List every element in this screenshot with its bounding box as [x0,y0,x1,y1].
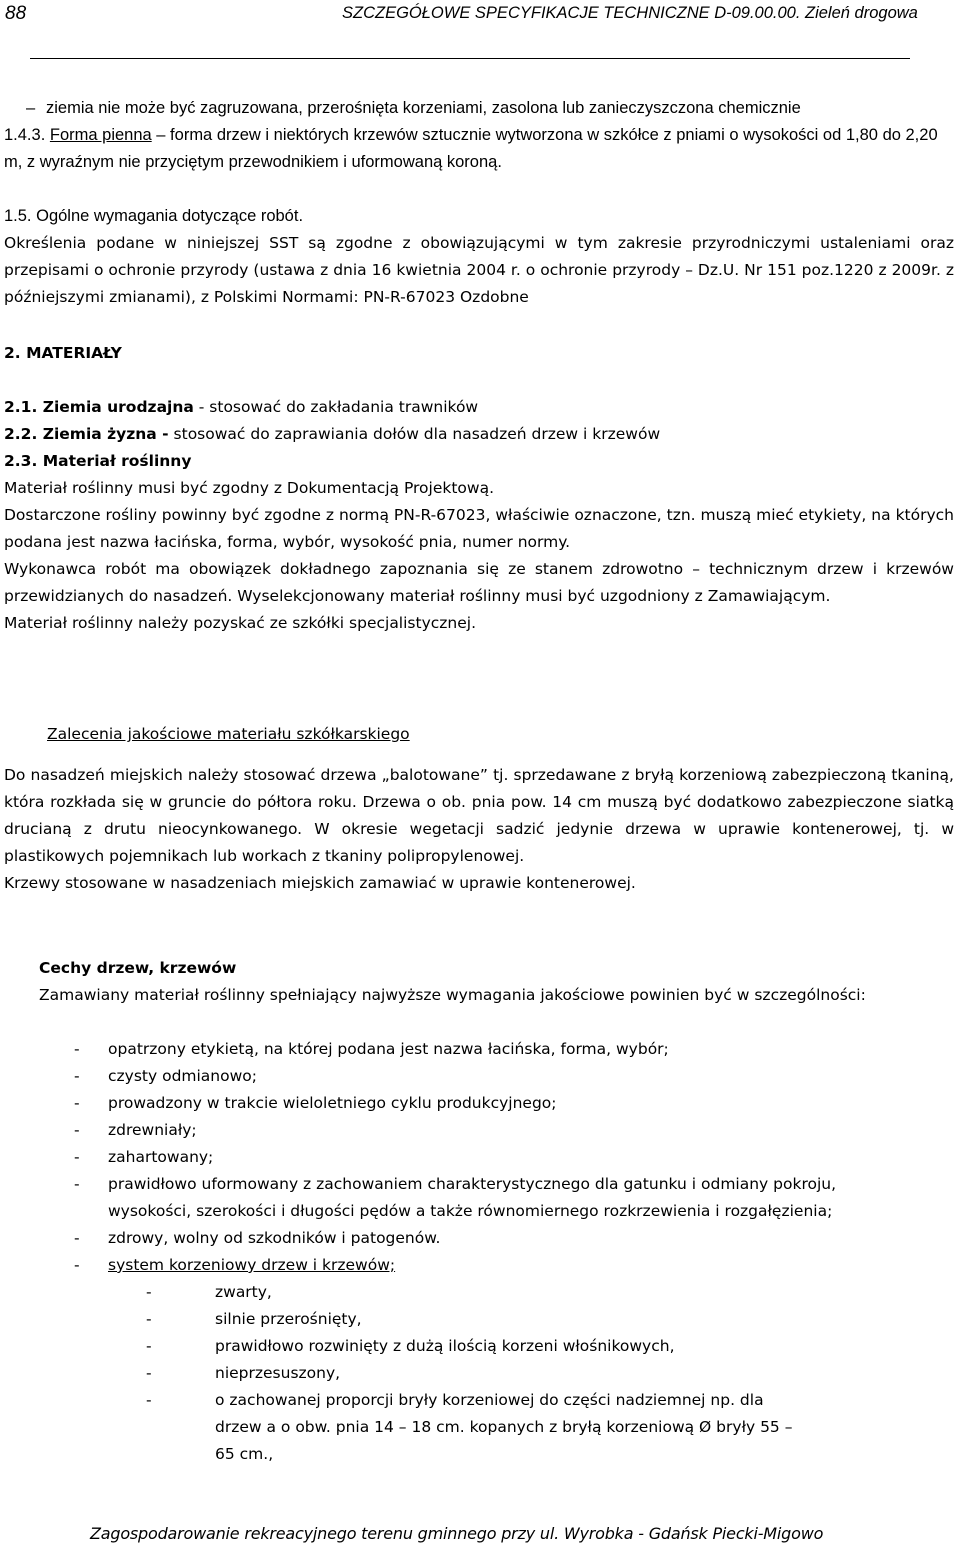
section-label: 2.2. Ziemia żyzna - [4,425,169,443]
section-title: Ogólne wymagania dotyczące robót. [36,207,304,225]
dash-item [4,95,954,122]
list-item: - prowadzony w trakcie wieloletniego cyklu produkcyjnego; [74,1094,557,1112]
materials-section [4,340,954,637]
materials-heading: 2. MATERIAŁY [4,344,122,362]
section-number: 1.4.3. [4,126,46,144]
feature-items [0,1036,839,1279]
list-item: - czysty odmianowo; [74,1067,257,1085]
sub-list-item: - prawidłowo rozwinięty z dużą ilością korzeni włośnikowych, [146,1337,675,1355]
paragraph: Wykonawca robót ma obowiązek dokładnego zapoznania się ze stanem zdrowotno – technicznym drzew i krzewów przewidzianych do nasadzeń. Wyselekcjonowany materiał roślinny musi być uzgodniony z Zamawiającym. [4,560,954,605]
header-title: SZCZEGÓŁOWE SPECYFIKACJE TECHNICZNE D-09.00.00. Zieleń drogowa [342,4,918,22]
section-2-1 [4,394,954,421]
section-text: stosować do zaprawiania dołów dla nasadzeń drzew i krzewów [173,425,661,443]
term-forma-pienna: Forma pienna [49,126,152,144]
sub-list-item: - o zachowanej proporcji bryły korzeniowej do części nadziemnej np. dla drzew a o obw. pnia 14 – 18 cm. kopanych z bryłą korzeniową Ø bryły 55 – 65 cm., [146,1391,793,1463]
quality-heading: Zalecenia jakościowe materiału szkółkarskiego [47,725,410,743]
page-footer: Zagospodarowanie rekreacyjnego terenu gminnego przy ul. Wyrobka - Gdańsk Piecki-Migowo [90,1524,824,1543]
features-heading: Cechy drzew, krzewów [39,959,237,977]
features-intro: Zamawiany materiał roślinny spełniający najwyższe wymagania jakościowe powinien być w szczególności: [39,986,866,1004]
list-item: - zahartowany; [74,1148,214,1166]
dash-item-text: ziemia nie może być zagruzowana, przerośnięta korzeniami, zasolona lub zanieczyszczona chemicznie [46,99,801,117]
paragraph: Krzewy stosowane w nasadzeniach miejskich zamawiać w uprawie kontenerowej. [4,874,636,892]
page-header [0,0,960,60]
list-item: - system korzeniowy drzew i krzewów; [74,1256,396,1274]
section-1-4-3 [4,122,954,176]
quality-section [4,762,954,897]
dash-marker: – [26,99,36,117]
list-item: - opatrzony etykietą, na której podana jest nazwa łacińska, forma, wybór; [74,1040,669,1058]
sub-list-item: - silnie przerośnięty, [146,1310,362,1328]
paragraph: Dostarczone rośliny powinny być zgodne z normą PN-R-67023, właściwie oznaczone, tzn. muszą mieć etykiety, na których podana jest nazwa łacińska, forma, wybór, wysokość pnia, numer normy. [4,506,954,551]
paragraph: Materiał roślinny należy pozyskać ze szkółki specjalistycznej. [4,614,477,632]
header-rule [30,58,910,59]
section-1-5-text [4,230,954,311]
features-list [39,1036,839,1468]
section-2-2 [4,421,954,448]
section-number: 1.5. [4,207,32,225]
sub-list-item: - zwarty, [146,1283,272,1301]
section-label: 2.1. Ziemia urodzajna [4,398,194,416]
section-text: - stosować do zakładania trawników [198,398,479,416]
list-item: - prawidłowo uformowany z zachowaniem charakterystycznego dla gatunku i odmiany pokroju, wysokości, szerokości i długości pędów a także równomiernego rozkrzewienia i rozgałęzienia; [74,1175,837,1220]
section-text: – forma drzew i niektórych krzewów sztucznie wytworzona w szkółce z pniami o wysokości od 1,80 do 2,20 m, z wyraźnym nie przyciętym przewodnikiem i uformowaną koroną. [4,126,938,171]
root-system-items [0,1279,839,1468]
paragraph: Określenia podane w niniejszej SST są zgodne z obowiązującymi w tym zakresie przyrodniczymi ustaleniami oraz przepisami o ochronie przyrody (ustawa z dnia 16 kwietnia 2004 r. o ochronie przyrody – Dz.U. Nr 151 poz.1220 z 2009r. z późniejszymi zmianami), z Polskimi Normami: PN-R-67023 Ozdobne [4,234,954,306]
intro-section [4,95,954,176]
paragraph: Materiał roślinny musi być zgodny z Dokumentacją Projektową. [4,479,495,497]
sub-list-item: - nieprzesuszony, [146,1364,341,1382]
list-item: - zdrowy, wolny od szkodników i patogenów. [74,1229,441,1247]
page-number: 88 [5,3,27,24]
section-1-5-heading [4,203,954,230]
section-2-3-heading: 2.3. Materiał roślinny [4,452,192,470]
list-item: - zdrewniały; [74,1121,197,1139]
features-section [39,955,954,1009]
paragraph: Do nasadzeń miejskich należy stosować drzewa „balotowane” tj. sprzedawane z bryłą korzeniową zabezpieczoną tkaniną, która rozkłada się w gruncie do półtora roku. Drzewa o ob. pnia pow. 14 cm muszą być dodatkowo zabezpieczone siatką drucianą z drutu nieocynkowanego. W okresie wegetacji sadzić jedynie drzewa w uprawie kontenerowej, tj. w plastikowych pojemnikach lub workach z tkaniny polipropylenowej. [4,766,954,865]
